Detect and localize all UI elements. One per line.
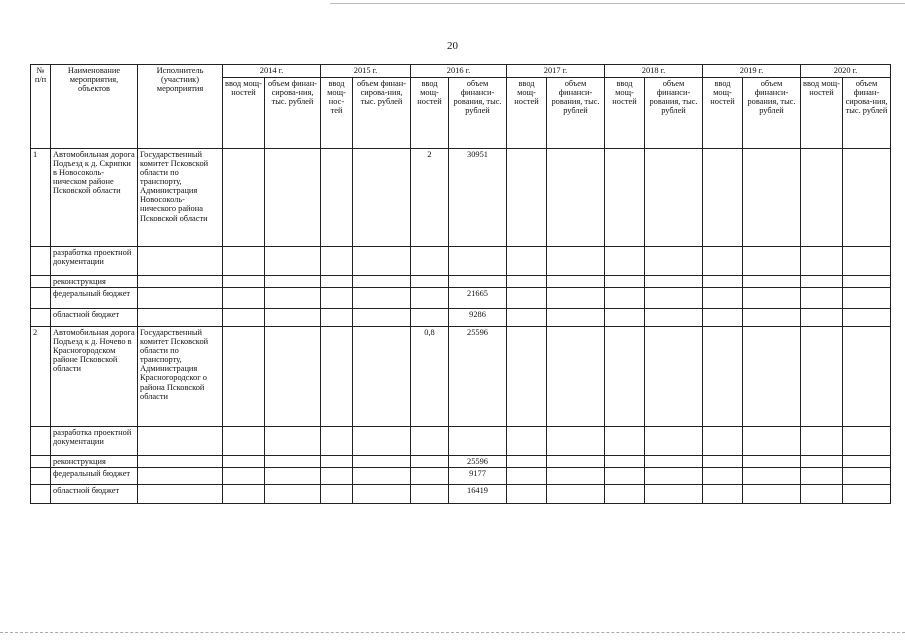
header-num: № п/п <box>31 65 51 149</box>
funding-2016: 21665 <box>449 288 507 309</box>
scan-artifact-bottom <box>0 632 905 633</box>
row-name: Автомобильная дорога Подъезд к д. Скрипки в Новосоколь-ническом районе Псковской области <box>51 149 138 247</box>
funding-2016: 25596 <box>449 327 507 427</box>
header-funding-2018: объем финанси-рования, тыс. рублей <box>645 78 703 149</box>
table-row <box>31 456 891 468</box>
header-funding-2019: объем финанси-рования, тыс. рублей <box>743 78 801 149</box>
header-year-2017: 2017 г. <box>507 65 605 78</box>
row-name: реконструкция <box>51 276 138 288</box>
header-capacity-2014: ввод мощ-ностей <box>223 78 265 149</box>
table-row <box>31 309 891 327</box>
table-row <box>31 247 891 276</box>
page-number: 20 <box>447 40 458 52</box>
row-name: Автомобильная дорога Подъезд к д. Ночево в Красногородском районе Псковской области <box>51 327 138 427</box>
header-year-2020: 2020 г. <box>801 65 891 78</box>
header-year-2014: 2014 г. <box>223 65 321 78</box>
header-capacity-2017: ввод мощ-ностей <box>507 78 547 149</box>
header-capacity-2015: ввод мощ-нос-тей <box>321 78 353 149</box>
table-row <box>31 485 891 504</box>
table-row <box>31 427 891 456</box>
header-funding-2014: объем финан-сирова-ния, тыс. рублей <box>265 78 321 149</box>
header-funding-2015: объем финан-сирова-ния, тыс. рублей <box>353 78 411 149</box>
table-row <box>31 288 891 309</box>
row-name: разработка проектной документации <box>51 427 138 456</box>
row-name: реконструкция <box>51 456 138 468</box>
header-capacity-2018: ввод мощ-ностей <box>605 78 645 149</box>
row-num: 1 <box>31 149 51 247</box>
row-executor: Государственный комитет Псковской области по транспорту, Администрация Новосоколь-нического района Псковской области <box>138 149 223 247</box>
row-num: 2 <box>31 327 51 427</box>
table-row <box>31 468 891 485</box>
row-name: разработка проектной документации <box>51 247 138 276</box>
header-year-2015: 2015 г. <box>321 65 411 78</box>
funding-2016: 9286 <box>449 309 507 327</box>
funding-2016: 30951 <box>449 149 507 247</box>
header-year-2019: 2019 г. <box>703 65 801 78</box>
header-capacity-2019: ввод мощ-ностей <box>703 78 743 149</box>
header-funding-2017: объем финанси-рования, тыс. рублей <box>547 78 605 149</box>
row-name: областной бюджет <box>51 309 138 327</box>
program-table <box>30 64 891 504</box>
header-year-2018: 2018 г. <box>605 65 703 78</box>
funding-2016 <box>449 427 507 456</box>
row-name: федеральный бюджет <box>51 288 138 309</box>
header-capacity-2020: ввод мощ-ностей <box>801 78 843 149</box>
funding-2016: 9177 <box>449 468 507 485</box>
row-name: федеральный бюджет <box>51 468 138 485</box>
header-year-2016: 2016 г. <box>411 65 507 78</box>
header-capacity-2016: ввод мощ-ностей <box>411 78 449 149</box>
header-funding-2016: объем финанси-рования, тыс. рублей <box>449 78 507 149</box>
table-row <box>31 276 891 288</box>
funding-2016: 25596 <box>449 456 507 468</box>
row-executor: Государственный комитет Псковской области по транспорту, Администрация Красногородског о района Псковской области <box>138 327 223 427</box>
row-name: областной бюджет <box>51 485 138 504</box>
scan-artifact-top <box>330 3 905 4</box>
table-row <box>31 149 891 247</box>
header-executor: Исполнитель (участник) мероприятия <box>138 65 223 149</box>
funding-2016 <box>449 276 507 288</box>
header-name: Наименование мероприятия, объектов <box>51 65 138 149</box>
capacity-2016: 2 <box>411 149 449 247</box>
header-funding-2020: объем финан-сирова-ния, тыс. рублей <box>843 78 891 149</box>
funding-2016: 16419 <box>449 485 507 504</box>
table-row <box>31 327 891 427</box>
funding-2016 <box>449 247 507 276</box>
capacity-2016: 0,8 <box>411 327 449 427</box>
